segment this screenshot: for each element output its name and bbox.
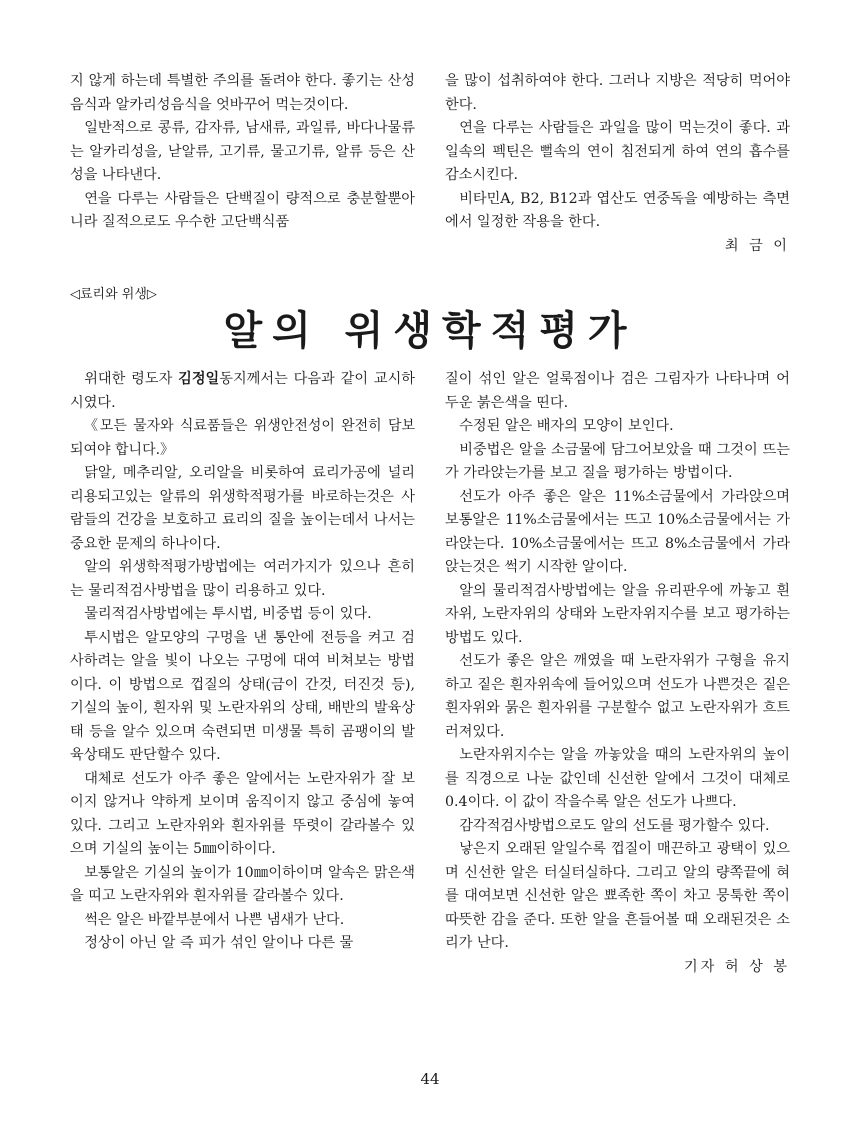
paragraph: 질이 섞인 알은 얼룩점이나 검은 그림자가 나타나며 어두운 붉은색을 띤다. [445, 371, 790, 411]
paragraph: 대체로 선도가 아주 좋은 알에서는 노란자위가 잘 보이지 않거나 약하게 보이며 움직이지 않고 중심에 놓여있다. 그리고 노란자위와 흰자위를 뚜렷이 갈라볼수 있으며 기실의 높이는 5㎜이하이다. [70, 770, 415, 857]
paragraph: 연을 다루는 사람들은 단백질이 량적으로 충분할뿐아니라 질적으로도 우수한 고단백식품 [70, 190, 415, 230]
paragraph: 선도가 좋은 알은 깨였을 때 노란자위가 구형을 유지하고 짙은 흰자위속에 들어있으며 선도가 나쁜것은 짙은 흰자위와 묽은 흰자위를 구분할수 없고 노란자위가 흐트러져있다. [445, 653, 790, 740]
paragraph: 노란자위지수는 알을 까놓았을 때의 노란자위의 높이를 직경으로 나눈 값인데 신선한 알에서 그것이 대체로 0.4이다. 이 값이 작을수록 알은 선도가 나쁘다. [445, 747, 790, 810]
section-tag: ◁료리와 위생▷ [70, 287, 157, 302]
top-right-column [445, 70, 790, 258]
paragraph: 을 많이 섭취하여야 한다. 그러나 지방은 적당히 먹어야 한다. [445, 73, 790, 113]
paragraph: 알의 물리적검사방법에는 알을 유리판우에 까놓고 흰자위, 노란자위의 상태와 노란자위지수를 보고 평가하는 방법도 있다. [445, 582, 790, 646]
leader-name: 김정일 [178, 371, 220, 387]
paragraph: 일반적으로 콩류, 감자류, 남새류, 과일류, 바다나물류는 알카리성을, 낟알류, 고기류, 물고기류, 알류 등은 산성을 나타낸다. [70, 120, 415, 183]
page-number: 44 [420, 1070, 440, 1088]
paragraph: 낳은지 오래된 알일수록 껍질이 매끈하고 광택이 있으며 신선한 알은 터실터실하다. 그리고 알의 량쪽끝에 혀를 대여보면 신선한 알은 뾰족한 쪽이 차고 뭉툭한 쪽이 따뜻한 감을 준다. 또한 알을 흔들어볼 때 오래된것은 소리가 난다. [445, 841, 790, 951]
paragraph: 비중법은 알을 소금물에 담그어보았을 때 그것이 뜨는가 가라앉는가를 보고 질을 평가하는 방법이다. [445, 441, 790, 481]
intro-paragraph [70, 368, 415, 415]
paragraph: 보통알은 기실의 높이가 10㎜이하이며 알속은 맑은색을 띠고 노란자위와 흰자위를 갈라볼수 있다. [70, 864, 415, 904]
paragraph: 연을 다루는 사람들은 과일을 많이 먹는것이 좋다. 과일속의 펙틴은 뻘속의 연이 침전되게 하여 연의 흡수를 감소시킨다. [445, 120, 790, 183]
paragraph: 선도가 아주 좋은 알은 11%소금물에서 가라앉으며 보통알은 11%소금물에서는 뜨고 10%소금물에서는 가라앉는다. 10%소금물에서는 뜨고 8%소금물에서 가라앉는것은 썩기 시작한 알이다. [445, 488, 790, 575]
paragraph: 수정된 알은 배자의 모양이 보인다. [459, 418, 674, 434]
paragraph: 닭알, 메추리알, 오리알을 비롯하여 료리가공에 널리 리용되고있는 알류의 위생학적평가를 바로하는것은 사람들의 건강을 보호하고 료리의 질을 높이는데서 나서는 중요한 문제의 하나이다. [70, 465, 415, 552]
paragraph: 투시법은 알모양의 구멍을 낸 통안에 전등을 켜고 검사하려는 알을 빛이 나오는 구멍에 대여 비쳐보는 방법이다. 이 방법으로 껍질의 상태(금이 간것, 터진것 등), 기실의 높이, 흰자위 및 노란자위의 상태, 배반의 발육상태 등을 알수 있으며 숙련되면 미생물 특히 곰팽이의 발육상태도 판단할수 있다. [70, 629, 415, 763]
intro-text-rest: 동지께서는 다음과 같이 교시하시였다. [70, 371, 415, 411]
paragraph: 정상이 아닌 알 즉 피가 섞인 알이나 다른 물 [84, 935, 354, 951]
paragraph: 썩은 알은 바깥부분에서 나쁜 냄새가 난다. [84, 911, 345, 928]
paragraph: 감각적검사방법으로도 알의 선도를 평가할수 있다. [459, 817, 770, 834]
paragraph: 비타민A, B2, B12과 엽산도 연중독을 예방하는 측면에서 일정한 작용을 한다. [445, 190, 790, 230]
quotation: 《모든 물자와 식료품들은 위생안전성이 완전히 담보되여야 합니다.》 [70, 418, 415, 458]
bottom-left-column [70, 368, 415, 956]
article-headline: 알의 위생학적평가 [223, 308, 637, 354]
author-signature: 기자 허 상 봉 [683, 958, 790, 975]
paragraph: 물리적검사방법에는 투시법, 비중법 등이 있다. [84, 606, 372, 622]
intro-text: 위대한 령도자 [84, 371, 179, 387]
top-left-column [70, 70, 415, 235]
bottom-right-column [445, 368, 790, 979]
author-signature: 최 금 이 [724, 237, 790, 254]
paragraph: 지 않게 하는데 특별한 주의를 돌려야 한다. 좋기는 산성음식과 알카리성음식을 엇바꾸어 먹는것이다. [70, 73, 415, 113]
paragraph: 알의 위생학적평가방법에는 여러가지가 있으나 흔히는 물리적검사방법을 많이 리용하고 있다. [70, 559, 415, 599]
